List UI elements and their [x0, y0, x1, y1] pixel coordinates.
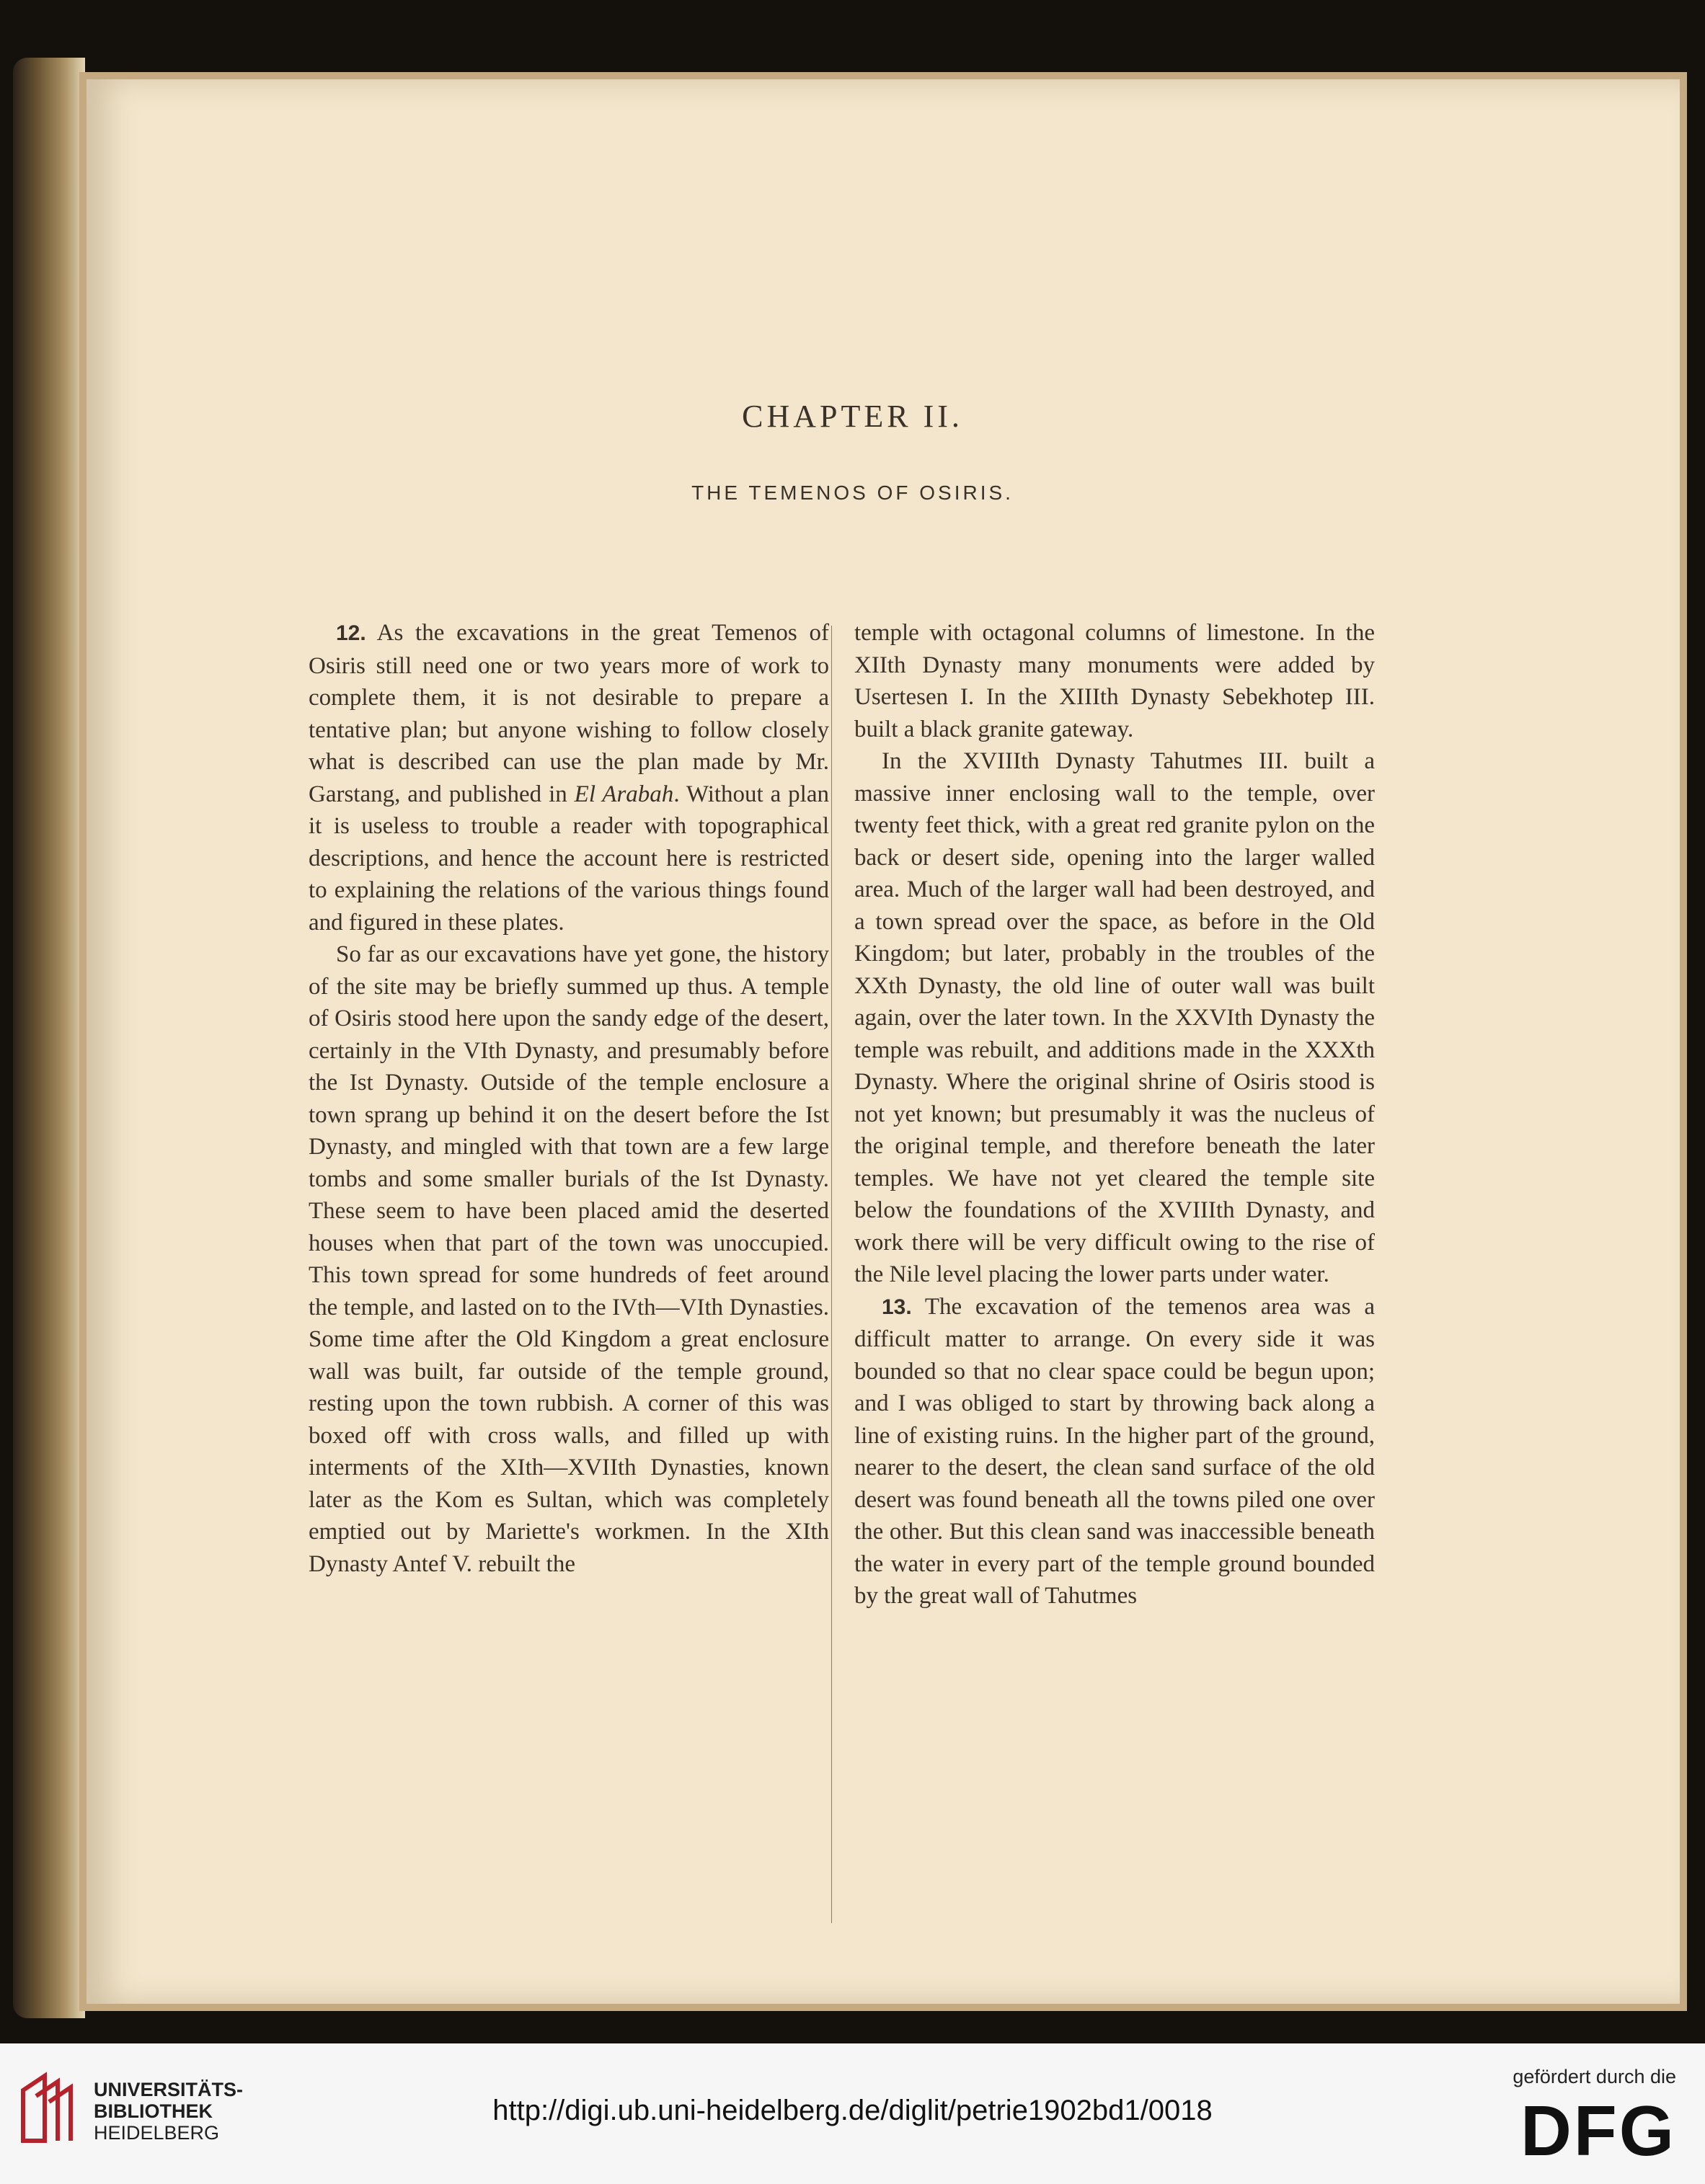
paragraph-text: As the excavations in the great Temenos of Osiris still need one or two years more of work to complete them, it is not desirable to prepare a tentative plan; but anyone wishing to follow closely what is described can use the plan made by Mr. Garstang, and published in	[309, 620, 829, 807]
library-name-line: BIBLIOTHEK	[94, 2100, 213, 2122]
paragraph: In the XVIIIth Dynasty Tahutmes III. built a massive inner enclosing wall to the temple, over twenty feet thick, with a great red granite pylon on the back or desert side, opening into the larger walled area. Much of the larger wall had been destroyed, and a town spread over the space, as before in the Old Kingdom; but later, probably in the troubles of the XXth Dynasty, the old line of outer wall was built again, over the later town. In the XXVIth Dynasty the temple was rebuilt, and additions made in the XXXth Dynasty. Where the original shrine of Osiris stood is not yet known; but presumably it was the nucleus of the original temple, and therefore beneath the later temples. We have not yet cleared the temple site below the foundations of the XVIIIth Dynasty, and work there will be very difficult owing to the rise of the Nile level placing the lower parts under water.	[854, 748, 1375, 1287]
paragraph	[854, 1291, 1375, 1612]
paragraph: So far as our excavations have yet gone, the history of the site may be briefly summed up thus. A temple of Osiris stood here upon the sandy edge of the desert, certainly in the VIth Dynasty, and presumably before the Ist Dynasty. Outside of the temple enclosure a town sprang up behind it on the desert before the Ist Dynasty, and mingled with that town are a few large tombs and some smaller burials of the Ist Dynasty. These seem to have been placed amid the deserted houses when that part of the town was unoccupied. This town spread for some hundreds of feet around the temple, and lasted on to the IVth—VIth Dynasties. Some time after the Old Kingdom a great enclosure wall was built, far outside of the temple ground, resting upon the town rubbish. A corner of this was boxed off with cross walls, and filled up with interments of the XIth—XVIIth Dynasties, known later as the Kom es Sultan, which was completely emptied out by Mariette's workmen. In the XIth Dynasty Antef V. rebuilt the	[309, 941, 829, 1577]
library-name-line: UNIVERSITÄTS-	[94, 2079, 244, 2100]
column-rule	[831, 626, 832, 1923]
chapter-subtitle: THE TEMENOS OF OSIRIS.	[691, 481, 1014, 504]
funded-by-label: gefördert durch die	[1513, 2066, 1676, 2087]
section-number: 13.	[882, 1295, 912, 1319]
paragraph-text: The excavation of the temenos area was a difficult matter to arrange. On every side it was bounded so that no clear space could be begun upon; and I was obliged to start by throwing back along a line of existing ruins. In the higher part of the ground, nearer to the desert, the clean sand surface of the old desert was found beneath all the towns piled one over the other. But this clean sand was inaccessible beneath the water in every part of the temple ground bounded by the great wall of Tahutmes	[854, 1293, 1376, 1609]
right-column	[854, 617, 1375, 1612]
library-name-line: HEIDELBERG	[94, 2122, 220, 2144]
left-column	[309, 617, 829, 1580]
chapter-title: CHAPTER II.	[742, 399, 963, 434]
paragraph-text: . Without a plan it is useless to trouble a reader with topographical descriptions, and hence the account here is restricted to explaining the relations of the various things found and figured in these plates.	[309, 781, 829, 936]
book-title-italic: El Arabah	[574, 781, 674, 807]
section-number: 12.	[336, 621, 366, 645]
permalink-url[interactable]: http://digi.ub.uni-heidelberg.de/diglit/petrie1902bd1/0018	[492, 2095, 1213, 2126]
paragraph	[309, 617, 829, 938]
book-spine	[13, 58, 85, 2018]
dfg-logo[interactable]: DFG	[1520, 2091, 1676, 2170]
paragraph: temple with octagonal columns of limestone. In the XIIth Dynasty many monuments were added by Usertesen I. In the XIIIth Dynasty Sebekhotep III. built a black granite gateway.	[854, 620, 1375, 742]
